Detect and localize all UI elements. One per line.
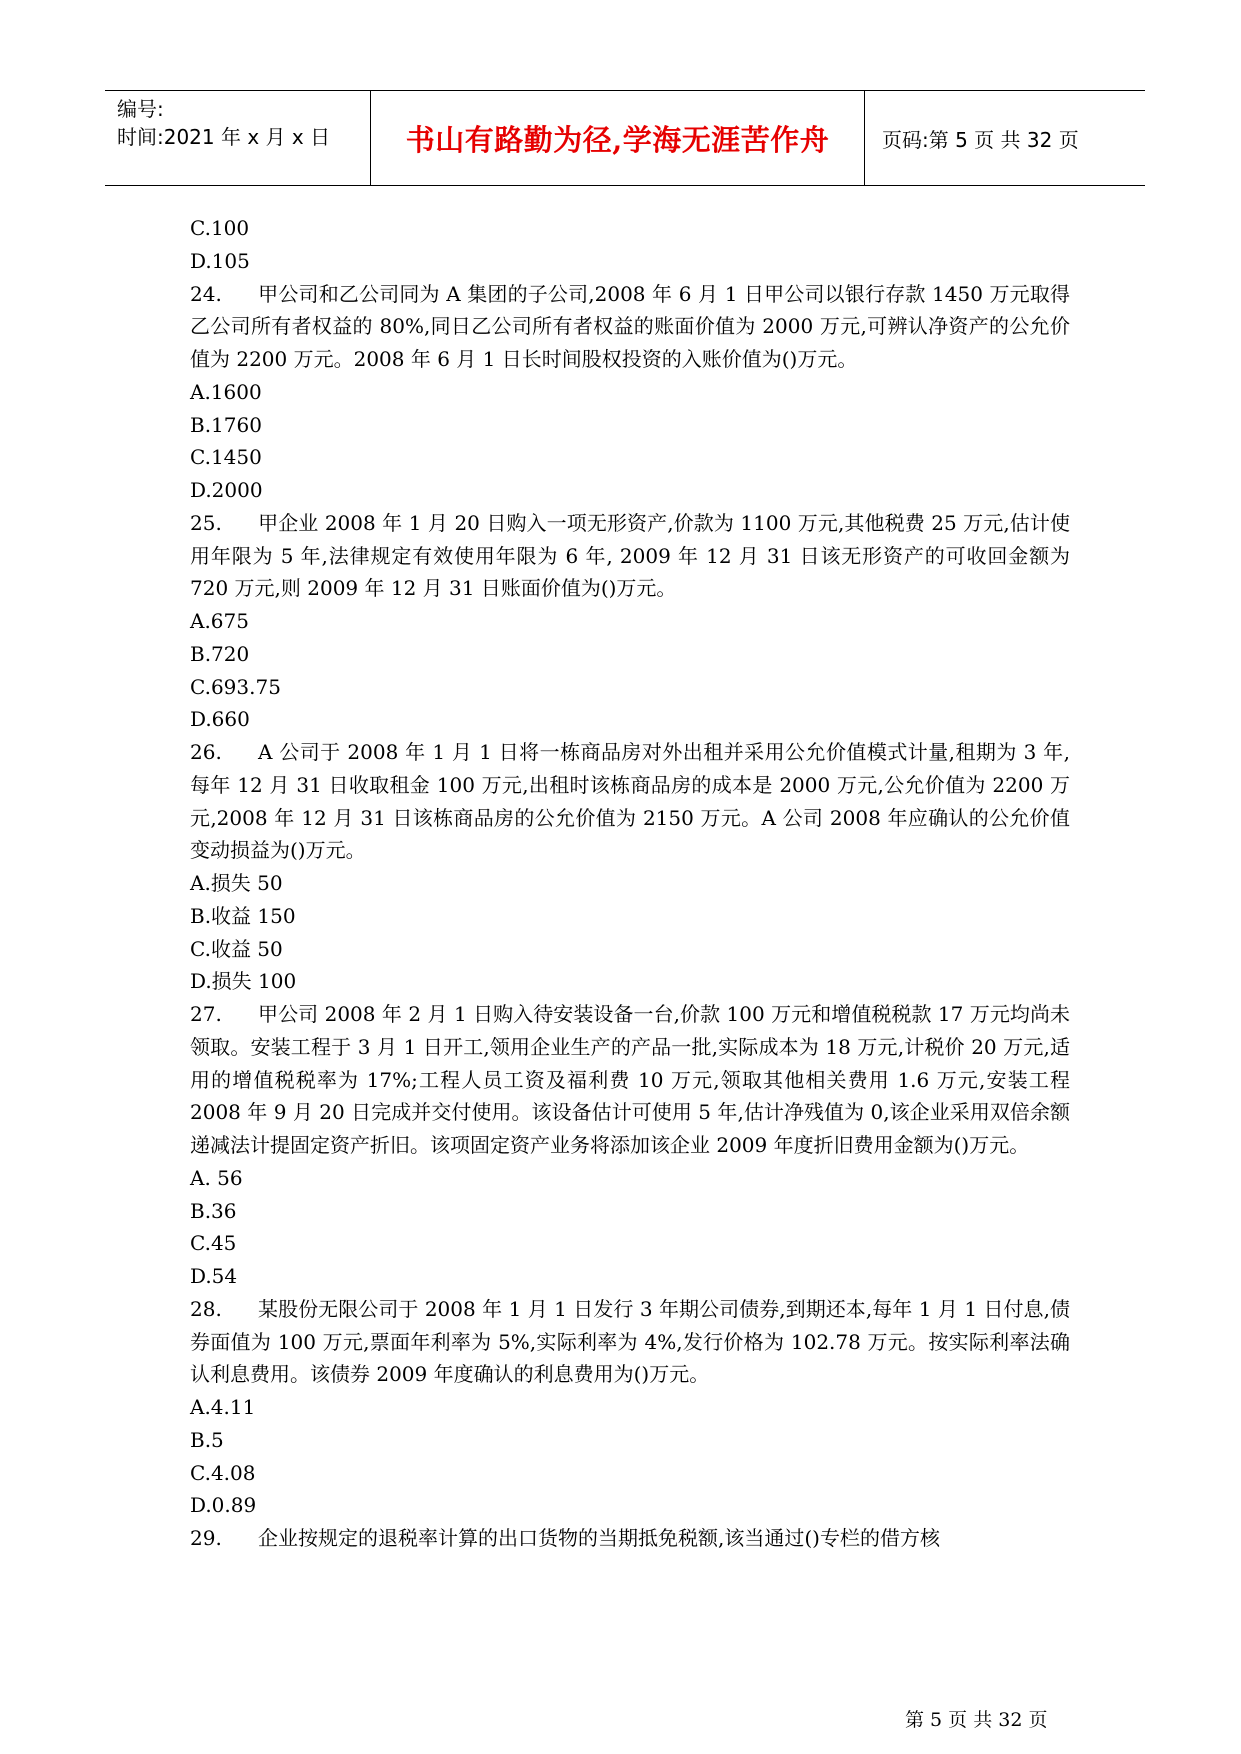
option: B.5 xyxy=(190,1427,224,1452)
question-27 xyxy=(190,998,1070,1293)
question-number: 27. xyxy=(190,1002,222,1026)
page-header xyxy=(105,90,1145,186)
question-text xyxy=(190,1522,1070,1555)
option: C.收益 50 xyxy=(190,936,283,961)
option: A.1600 xyxy=(190,379,262,404)
page-info-cell xyxy=(865,91,1145,185)
question-text xyxy=(190,736,1070,867)
option: D.105 xyxy=(190,248,250,273)
question-29 xyxy=(190,1522,1070,1555)
question-28 xyxy=(190,1293,1070,1522)
header-meta-cell xyxy=(105,91,371,185)
option: D.54 xyxy=(190,1264,238,1288)
question-number: 28. xyxy=(190,1296,222,1321)
question-25 xyxy=(190,507,1070,736)
question-number: 29. xyxy=(190,1526,222,1550)
option: B.36 xyxy=(190,1198,237,1223)
option: D.2000 xyxy=(190,478,263,502)
option: C.100 xyxy=(190,216,250,240)
question-body: A 公司于 2008 年 1 月 1 日将一栋商品房对外出租并采用公允价值模式计量,租期为 3 年,每年 12 月 31 日收取租金 100 万元,出租时该栋商品房的成本是 2000 万元,公允价值为 2200 万元,2008 年 12 月 31 日该栋商品房的公允价值为 2150 万元。A 公司 2008 年应确认的公允价值变动损益为()万元。 xyxy=(190,740,1070,863)
header-motto: 书山有路勤为径,学海无涯苦作舟 xyxy=(405,122,830,157)
question-number: 24. xyxy=(190,281,222,306)
question-body: 甲公司和乙公司同为 A 集团的子公司,2008 年 6 月 1 日甲公司以银行存款 1450 万元取得乙公司所有者权益的 80%,同日乙公司所有者权益的账面价值为 2000 万元,可辨认净资产的公允价值为 2200 万元。2008 年 6 月 1 日长时间股权投资的入账价值为()万元。 xyxy=(190,281,1070,371)
option: A.675 xyxy=(190,609,249,633)
option: C.45 xyxy=(190,1231,237,1256)
option: C.693.75 xyxy=(190,674,281,699)
header-page-info: 页码:第 5 页 共 32 页 xyxy=(882,127,1079,152)
question-24 xyxy=(190,278,1070,507)
option: D.损失 100 xyxy=(190,969,297,994)
option: B.1760 xyxy=(190,412,262,437)
question-text xyxy=(190,278,1070,376)
option: C.4.08 xyxy=(190,1460,256,1485)
question-body: 甲企业 2008 年 1 月 20 日购入一项无形资产,价款为 1100 万元,其他税费 25 万元,估计使用年限为 5 年,法律规定有效使用年限为 6 年, 2009 年 12 月 31 日该无形资产的可收回金额为 720 万元,则 2009 年 12 月 31 日账面价值为()万元。 xyxy=(190,510,1070,601)
question-text xyxy=(190,1293,1070,1391)
question-body: 甲公司 2008 年 2 月 1 日购入待安装设备一台,价款 100 万元和增值税税款 17 万元均尚未领取。安装工程于 3 月 1 日开工,领用企业生产的产品一批,实际成本为 18 万元,计税价 20 万元,适用的增值税税率为 17%;工程人员工资及福利费 10 万元,领取其他相关费用 1.6 万元,安装工程 2008 年 9 月 20 日完成并交付使用。该设备估计可使用 5 年,估计净残值为 0,该企业采用双倍余额递减法计提固定资产折旧。该项固定资产业务将添加该企业 2009 年度折旧费用金额为()万元。 xyxy=(190,1002,1070,1157)
question-body: 企业按规定的退税率计算的出口货物的当期抵免税额,该当通过()专栏的借方核 xyxy=(258,1526,940,1550)
option: B.720 xyxy=(190,641,250,666)
question-content xyxy=(190,212,1070,1555)
question-number: 25. xyxy=(190,510,222,535)
page-footer: 第 5 页 共 32 页 xyxy=(905,1709,1048,1731)
option: A.损失 50 xyxy=(190,871,283,895)
option: B.收益 150 xyxy=(190,903,296,928)
option: D.0.89 xyxy=(190,1493,257,1518)
time-label: 时间:2021 年 x 月 x 日 xyxy=(117,125,331,149)
option: C.1450 xyxy=(190,445,262,470)
question-number: 26. xyxy=(190,740,222,764)
question-26 xyxy=(190,736,1070,998)
option: A.4.11 xyxy=(190,1395,256,1419)
option: A. 56 xyxy=(190,1165,243,1190)
serial-number-label: 编号: xyxy=(117,97,164,121)
motto-cell xyxy=(371,91,865,185)
question-text xyxy=(190,507,1070,605)
option: D.660 xyxy=(190,707,250,732)
question-text xyxy=(190,998,1070,1162)
question-body: 某股份无限公司于 2008 年 1 月 1 日发行 3 年期公司债券,到期还本,每年 1 月 1 日付息,债券面值为 100 万元,票面年利率为 5%,实际利率为 4%,发行价格为 102.78 万元。按实际利率法确认利息费用。该债券 2009 年度确认的利息费用为()万元。 xyxy=(190,1296,1070,1387)
